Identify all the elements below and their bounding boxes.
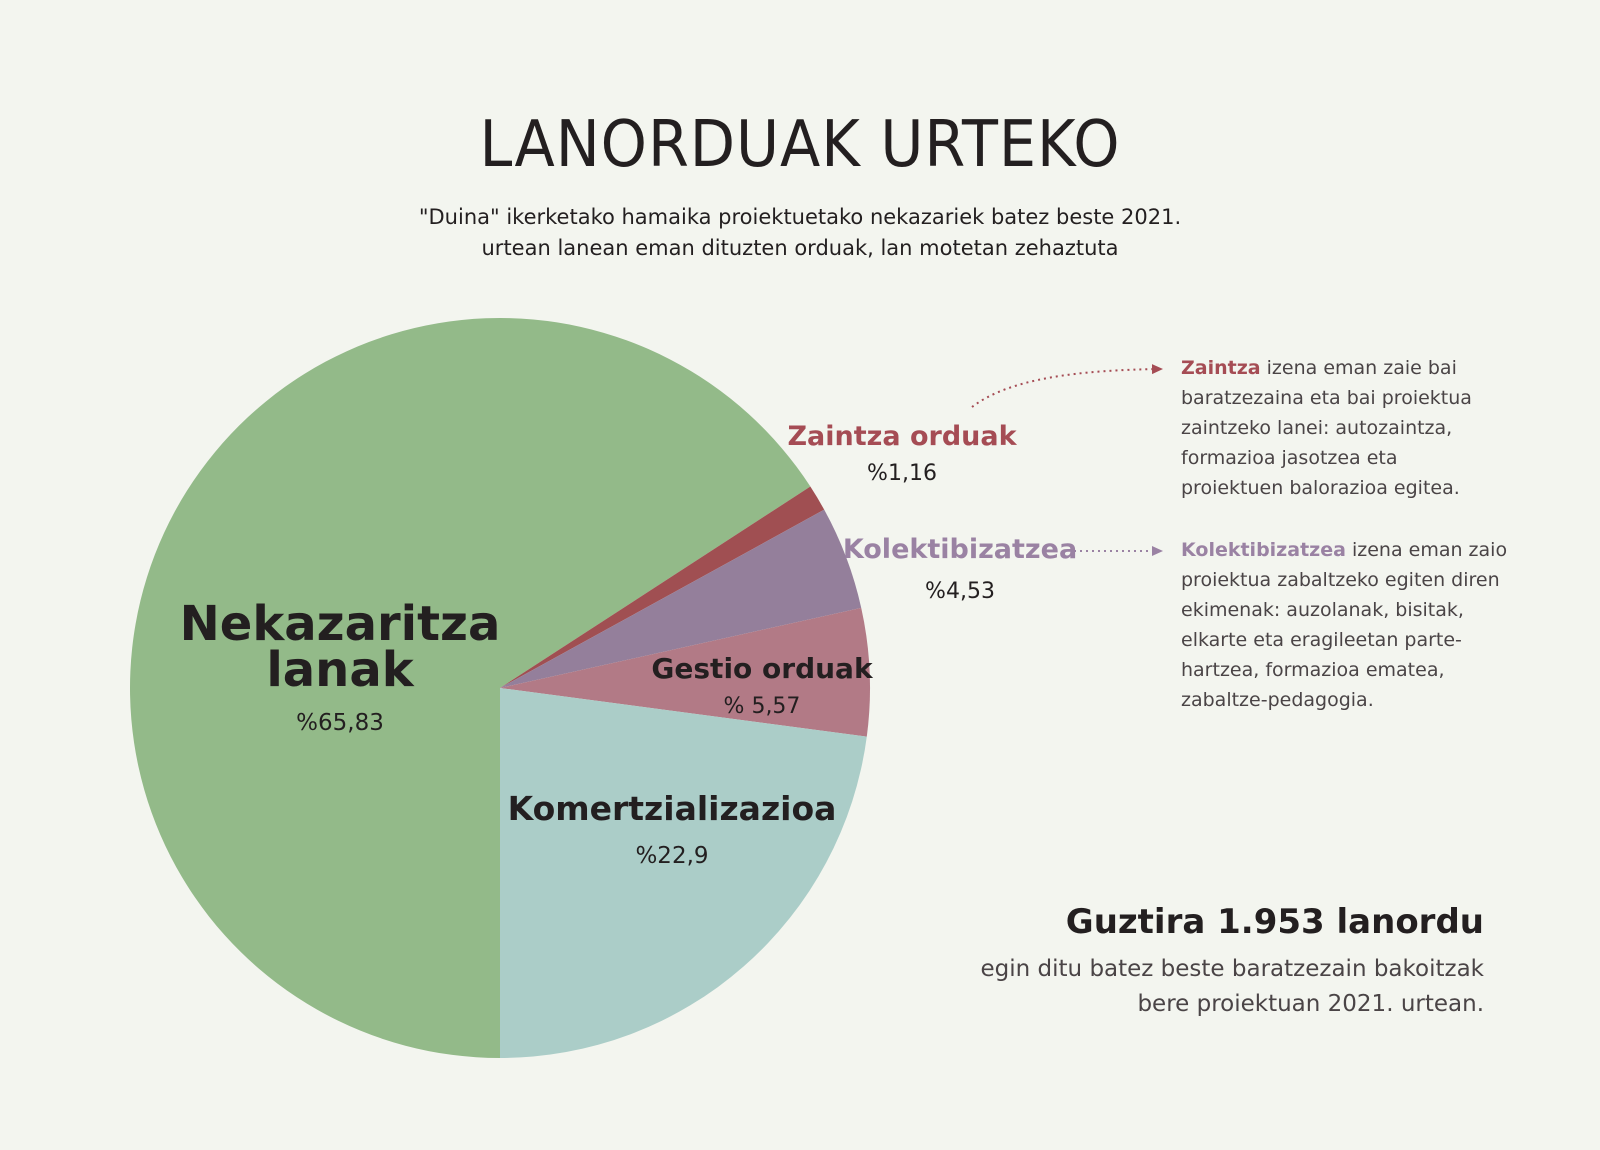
zaintza-note-term: Zaintza bbox=[1181, 357, 1261, 379]
slice-value-gestio: % 5,57 bbox=[723, 694, 801, 719]
kolektibizatzea-note-term: Kolektibizatzea bbox=[1181, 539, 1346, 561]
kolektibizatzea-note bbox=[1181, 535, 1516, 715]
zaintza-note bbox=[1181, 353, 1501, 503]
pie-slice-komertzializazioa bbox=[500, 688, 867, 1058]
zaintza-note-text: izena eman zaie bai baratzezaina eta bai proiektua zaintzeko lanei: autozaintza, formazioa jasotzea eta proiektuen balorazioa egitea. bbox=[1181, 357, 1472, 499]
total-hours-description: egin ditu batez beste baratzezain bakoitzak bere proiektuan 2021. urtean. bbox=[980, 956, 1484, 1017]
page-subtitle: "Duina" ikerketako hamaika proiektuetako nekazariek batez beste 2021. urtean lanean eman dituzten orduak, lan motetan zehaztuta bbox=[418, 205, 1182, 260]
slice-label-kolektibizatzea: Kolektibizatzea bbox=[842, 534, 1078, 565]
slice-label-nekazaritza: Nekazaritza bbox=[179, 596, 501, 652]
pie-slices bbox=[130, 318, 870, 1058]
slice-value-kolektibizatzea: %4,53 bbox=[925, 579, 995, 604]
page-title: LANORDUAK URTEKO bbox=[479, 108, 1121, 182]
slice-value-zaintza: %1,16 bbox=[867, 461, 937, 486]
slice-label-zaintza: Zaintza orduak bbox=[787, 421, 1017, 452]
total-hours-title: Guztira 1.953 lanordu bbox=[1065, 902, 1484, 942]
slice-value-komertzializazioa: %22,9 bbox=[635, 843, 709, 869]
slice-value-nekazaritza: %65,83 bbox=[296, 710, 384, 736]
slice-label-komertzializazioa: Komertzializazioa bbox=[507, 789, 837, 828]
slice-label-nekazaritza: lanak bbox=[266, 642, 414, 698]
kolektibizatzea-note-text: izena eman zaio proiektua zabaltzeko egiten diren ekimenak: auzolanak, bisitak, elkarte eta eragileetan parte-hartzea, formazioa ematea, zabaltze-pedagogia. bbox=[1181, 539, 1508, 711]
slice-label-gestio: Gestio orduak bbox=[651, 652, 873, 685]
zaintza-leader-arrow bbox=[972, 369, 1162, 407]
